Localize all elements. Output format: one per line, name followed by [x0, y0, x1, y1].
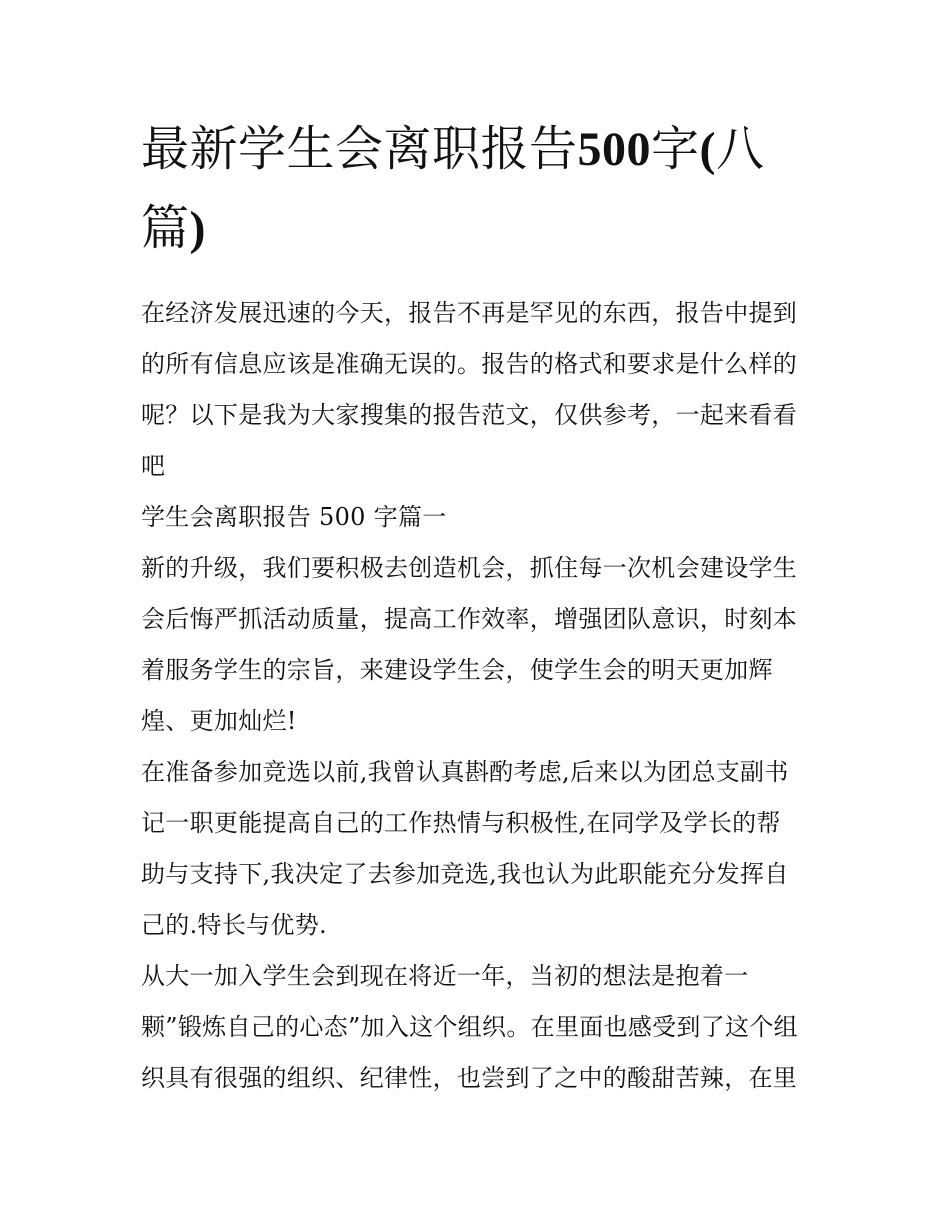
title-text: 最新学生会离职报告 — [141, 121, 578, 177]
text-line: 织具有很强的组织、纪律性，也尝到了之中的酸甜苦辣，在里 — [141, 1064, 798, 1092]
title-text: 字 — [651, 121, 700, 177]
text-line: 从大一加入学生会到现在将近一年，当初的想法是抱着一 — [141, 962, 749, 990]
title-line-1 — [141, 110, 813, 189]
title-text: 篇 — [141, 200, 190, 256]
text-line: 的所有信息应该是准确无误的。报告的格式和要求是什么样的 — [141, 350, 798, 378]
title-number: 500 — [577, 123, 652, 176]
text-line: 颗”锻炼自己的心态”加入这个组织。在里面也感受到了这个组 — [141, 1013, 798, 1041]
page-title — [141, 110, 813, 268]
text-line: 煌、更加灿烂! — [141, 707, 297, 735]
section-heading: 学生会离职报告 500 字篇一 — [141, 503, 447, 531]
text-line: 在准备参加竞选以前,我曾认真斟酌考虑,后来以为团总支副书 — [141, 758, 789, 786]
text-line: 在经济发展迅速的今天，报告不再是罕见的东西，报告中提到 — [141, 299, 798, 327]
document-content — [141, 110, 813, 1104]
text-line: 助与支持下,我决定了去参加竞选,我也认为此职能充分发挥自 — [141, 860, 789, 888]
title-paren: ( — [699, 123, 717, 176]
text-line: 吧 — [141, 452, 166, 480]
text-line: 己的.特长与优势. — [141, 911, 327, 939]
title-line-2 — [141, 189, 813, 268]
text-line: 新的升级，我们要积极去创造机会，抓住每一次机会建设学生 — [141, 554, 798, 582]
title-paren: ) — [189, 202, 206, 255]
text-line: 记一职更能提高自己的工作热情与积极性,在同学及学长的帮 — [141, 809, 781, 837]
body-text — [141, 288, 813, 1104]
title-text: 八 — [716, 121, 765, 177]
text-line: 着服务学生的宗旨，来建设学生会，使学生会的明天更加辉 — [141, 656, 773, 684]
text-line: 呢？以下是我为大家搜集的报告范文，仅供参考，一起来看看 — [141, 401, 798, 429]
text-line: 会后悔严抓活动质量，提高工作效率，增强团队意识，时刻本 — [141, 605, 798, 633]
